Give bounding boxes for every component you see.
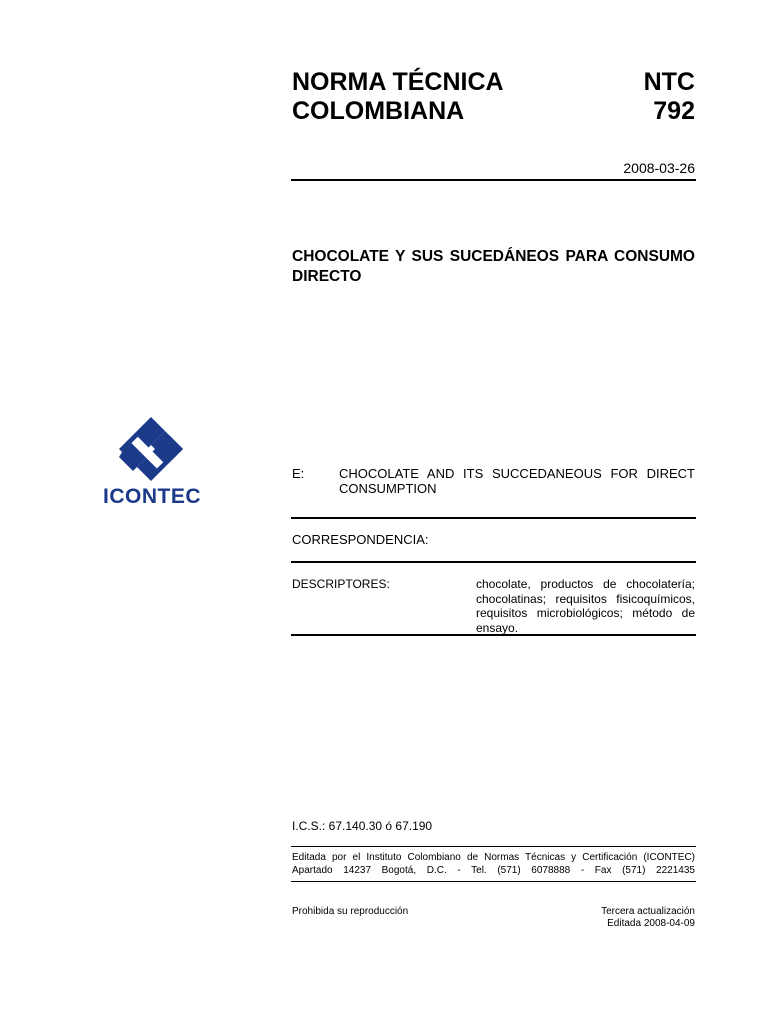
icontec-logo-text: ICONTEC <box>103 485 201 508</box>
edited-date: Editada 2008-04-09 <box>607 917 695 929</box>
code-line-1: NTC <box>643 68 695 96</box>
document-subject: CHOCOLATE Y SUS SUCEDÁNEOS PARA CONSUMO DIRECTO <box>292 248 695 285</box>
publisher-info <box>292 852 695 877</box>
divider-correspondence <box>291 561 696 563</box>
standard-title <box>292 68 504 126</box>
correspondence-label: CORRESPONDENCIA: <box>292 532 429 547</box>
title-line-1: NORMA TÉCNICA <box>292 68 504 96</box>
divider-english <box>291 517 696 519</box>
divider-top <box>291 179 696 181</box>
ics-code: I.C.S.: 67.140.30 ó 67.190 <box>292 819 433 833</box>
divider-ics <box>291 846 696 847</box>
english-title: CHOCOLATE AND ITS SUCCEDANEOUS FOR DIRECT CONSUMPTION <box>339 466 695 496</box>
edition-info <box>520 906 695 929</box>
english-label: E: <box>292 466 305 481</box>
divider-descriptors <box>291 634 696 636</box>
standard-date: 2008-03-26 <box>623 160 695 176</box>
code-line-2: 792 <box>653 97 695 125</box>
divider-publisher <box>291 881 696 882</box>
descriptors-label: DESCRIPTORES: <box>292 577 390 591</box>
document-header <box>292 68 695 126</box>
descriptors-text: chocolate, productos de chocolatería; chocolatinas; requisitos fisicoquímicos, requisitos microbiológicos; método de ensayo. <box>476 577 695 635</box>
publisher-line-1: Editada por el Instituto Colombiano de Normas Técnicas y Certificación (ICONTEC) <box>292 852 695 863</box>
reproduction-notice: Prohibida su reproducción <box>292 906 409 917</box>
standard-code <box>644 68 695 126</box>
update-text: Tercera actualización <box>601 906 695 917</box>
title-line-2: COLOMBIANA <box>292 97 465 125</box>
publisher-line-2: Apartado 14237 Bogotá, D.C. - Tel. (571) 6078888 - Fax (571) 2221435 <box>292 864 695 876</box>
